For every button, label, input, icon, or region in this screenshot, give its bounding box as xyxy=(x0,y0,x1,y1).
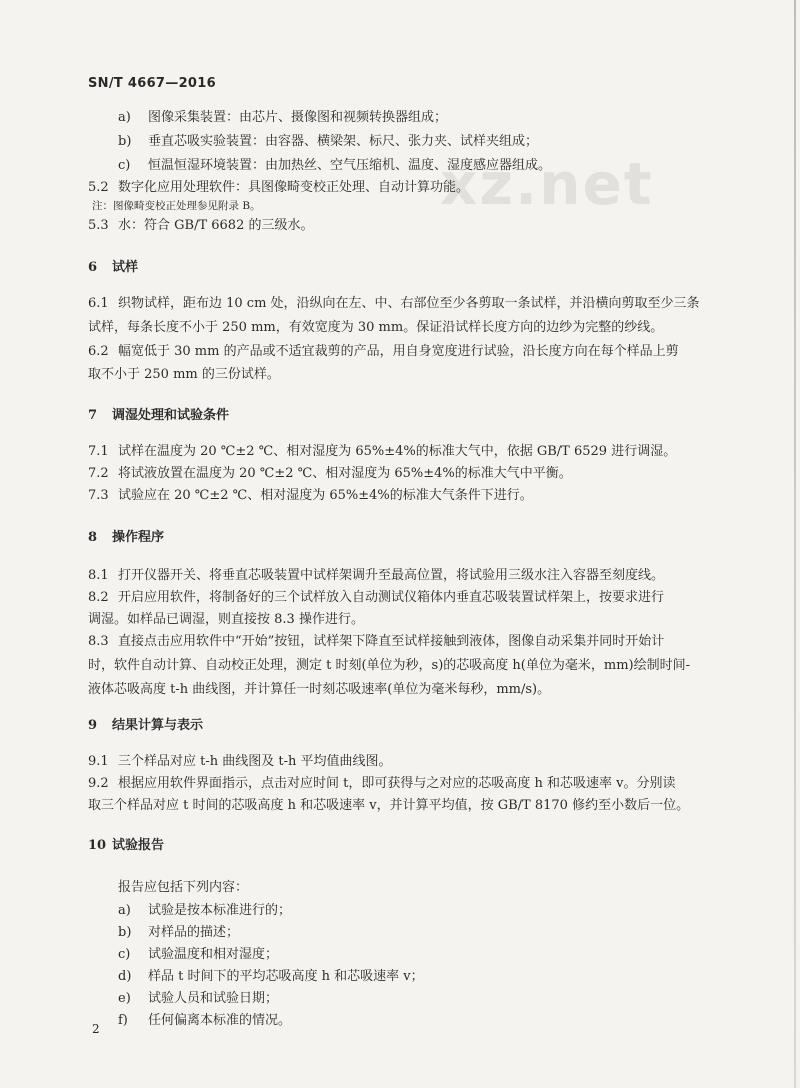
clause-note: 注：图像畸变校正处理参见附录 B。 xyxy=(92,200,261,212)
list-item: c) 恒温恒湿环境装置：由加热丝、空气压缩机、温度、湿度感应器组成。 xyxy=(118,158,552,173)
clause-6-2-cont: 取不小于 250 mm 的三份试样。 xyxy=(88,367,280,382)
section-heading: 8 操作程序 xyxy=(88,530,165,545)
standard-header: SN/T 4667—2016 xyxy=(88,76,216,91)
list-item: b) 对样品的描述； xyxy=(118,925,240,940)
section-heading: 10 试验报告 xyxy=(88,838,165,853)
clause-5-3: 5.3 水：符合 GB/T 6682 的三级水。 xyxy=(88,218,314,233)
clause-9-1: 9.1 三个样品对应 t-h 曲线图及 t-h 平均值曲线图。 xyxy=(88,754,392,769)
clause-5-2: 5.2 数字化应用处理软件：具图像畸变校正处理、自动计算功能。 xyxy=(88,180,470,195)
clause-8-2: 8.2 开启应用软件，将制备好的三个试样放入自动测试仪箱体内垂直芯吸装置试样架上，按要求进行 xyxy=(88,590,665,605)
clause-8-3-cont: 时，软件自动计算、自动校正处理，测定 t 时刻(单位为秒，s)的芯吸高度 h(单位为毫米，mm)绘制时间- xyxy=(88,658,690,673)
clause-8-3-cont: 液体芯吸高度 t-h 曲线图，并计算任一时刻芯吸速率(单位为毫米每秒，mm/s)。 xyxy=(88,682,551,697)
list-item: e) 试验人员和试验日期； xyxy=(118,991,279,1006)
list-item: a) 试验是按本标准进行的； xyxy=(118,903,292,918)
watermark: xz.net xyxy=(440,150,654,218)
page-edge-shadow xyxy=(794,0,796,1088)
page-number: 2 xyxy=(92,1022,100,1036)
list-item: a) 图像采集装置：由芯片、摄像图和视频转换器组成； xyxy=(118,110,448,125)
clause-7-3: 7.3 试验应在 20 ℃±2 ℃、相对湿度为 65%±4%的标准大气条件下进行。 xyxy=(88,488,533,503)
section-heading: 6 试样 xyxy=(88,260,139,275)
list-item: f) 任何偏离本标准的情况。 xyxy=(118,1013,292,1028)
list-item: b) 垂直芯吸实验装置：由容器、横梁架、标尺、张力夹、试样夹组成； xyxy=(118,134,539,149)
report-intro: 报告应包括下列内容： xyxy=(118,880,249,895)
clause-7-1: 7.1 试样在温度为 20 ℃±2 ℃、相对湿度为 65%±4%的标准大气中，依据 GB/T 6529 进行调湿。 xyxy=(88,444,677,459)
clause-6-1: 6.1 织物试样，距布边 10 cm 处，沿纵向在左、中、右部位至少各剪取一条试样，并沿横向剪取至少三条 xyxy=(88,296,700,311)
section-heading: 7 调湿处理和试验条件 xyxy=(88,408,230,423)
clause-6-1-cont: 试样，每条长度不小于 250 mm，有效宽度为 30 mm。保证沿试样长度方向的边纱为完整的纱线。 xyxy=(88,320,664,335)
clause-8-3: 8.3 直接点击应用软件中“开始”按钮，试样架下降直至试样接触到液体，图像自动采集并同时开始计 xyxy=(88,634,665,649)
list-item: d) 样品 t 时间下的平均芯吸高度 h 和芯吸速率 v； xyxy=(118,969,424,984)
list-item: c) 试验温度和相对湿度； xyxy=(118,947,279,962)
clause-9-2-cont: 取三个样品对应 t 时间的芯吸高度 h 和芯吸速率 v，并计算平均值，按 GB/T 8170 修约至小数后一位。 xyxy=(88,798,690,813)
clause-6-2: 6.2 幅宽低于 30 mm 的产品或不适宜裁剪的产品，用自身宽度进行试验，沿长度方向在每个样品上剪 xyxy=(88,344,679,359)
section-heading: 9 结果计算与表示 xyxy=(88,718,204,733)
clause-9-2: 9.2 根据应用软件界面指示，点击对应时间 t，即可获得与之对应的芯吸高度 h 和芯吸速率 v。分别读 xyxy=(88,776,676,791)
clause-8-1: 8.1 打开仪器开关、将垂直芯吸装置中试样架调升至最高位置，将试验用三级水注入容器至刻度线。 xyxy=(88,568,665,583)
clause-7-2: 7.2 将试液放置在温度为 20 ℃±2 ℃、相对湿度为 65%±4%的标准大气中平衡。 xyxy=(88,466,572,481)
clause-8-2-cont: 调湿。如样品已调湿，则直接按 8.3 操作进行。 xyxy=(88,612,364,627)
